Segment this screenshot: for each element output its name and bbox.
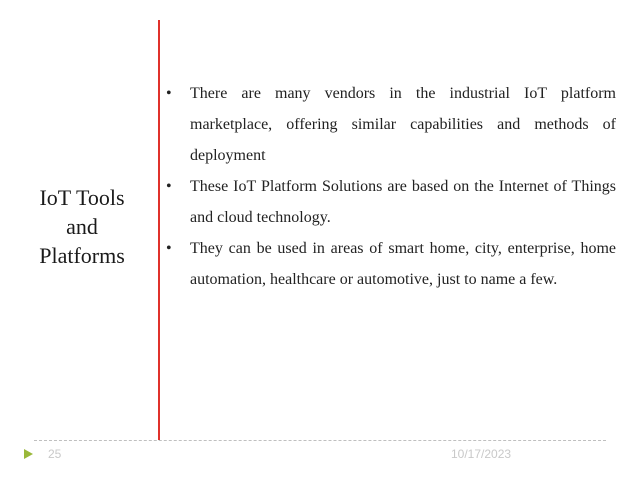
bullet-icon: • [166, 178, 172, 195]
bullet-item [166, 233, 616, 295]
page-number: 25 [48, 447, 62, 461]
bullet-item [166, 171, 616, 233]
slide-date: 10/17/2023 [451, 447, 512, 461]
triangle-right-icon [24, 449, 33, 459]
title-line: and [66, 214, 98, 239]
bullet-icon: • [166, 240, 172, 257]
bullet-list [166, 78, 616, 295]
footer-divider [34, 440, 606, 441]
slide-title [24, 183, 140, 270]
bullet-icon: • [166, 85, 172, 102]
bullet-item [166, 78, 616, 171]
title-line: IoT Tools [39, 185, 125, 210]
bullet-text: There are many vendors in the industrial IoT platform marketplace, offering similar capabilities and methods of deployment [190, 85, 616, 164]
title-line: Platforms [39, 243, 125, 268]
vertical-divider [158, 20, 160, 440]
bullet-text: These IoT Platform Solutions are based on the Internet of Things and cloud technology. [190, 178, 616, 226]
bullet-text: They can be used in areas of smart home, city, enterprise, home automation, healthcare or automotive, just to name a few. [190, 240, 616, 288]
